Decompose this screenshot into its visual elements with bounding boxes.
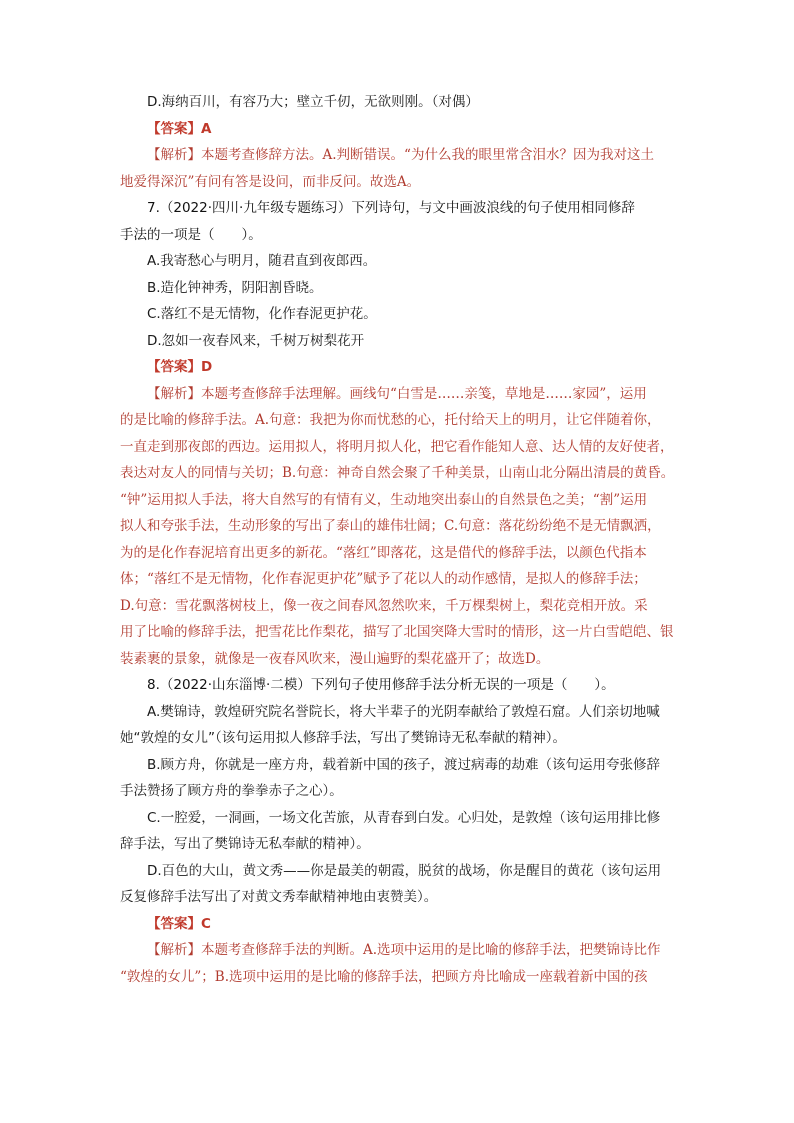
text-line: C.落红不是无情物，化作春泥更护花。 — [147, 306, 377, 322]
text-line: 装素裹的景象，就像是一夜春风吹来，漫山遍野的梨花盛开了；故选D。 — [120, 650, 550, 667]
text-line: A.我寄愁心与明月，随君直到夜郎西。 — [147, 253, 377, 269]
text-line: 体；“落红不是无情物，化作春泥更护花”赋予了花以人的动作感情，是拟人的修辞手法； — [120, 571, 647, 587]
text-line: 的是比喻的修辞手法。A.句意：我把为你而忧愁的心，托付给天上的明月，让它伴随着你， — [120, 412, 661, 428]
text-line: 【解析】本题考查修辞手法的判断。A.选项中运用的是比喻的修辞手法，把樊锦诗比作 — [147, 942, 661, 958]
text-line: 地爱得深沉”有问有答是设问，而非反问。故选A。 — [120, 173, 421, 190]
text-line: D.句意：雪花飘落树枝上，像一夜之间春风忽然吹来，千万棵梨树上，梨花竞相开放。采 — [120, 597, 648, 614]
text-line: 表达对友人的同情与关切；B.句意：神奇自然会聚了千种美景，山南山北分隔出清晨的黄昏。 — [120, 465, 675, 481]
text-line: 7.（2022·四川·九年级专题练习）下列诗句，与文中画波浪线的句子使用相同修辞 — [147, 200, 635, 216]
text-line: 用了比喻的修辞手法，把雪花比作梨花，描写了北国突降大雪时的情形，这一片白雪皑皑、银 — [120, 624, 674, 640]
text-line: 【解析】本题考查修辞方法。A.判断错误。“为什么我的眼里常含泪水？因为我对这土 — [147, 147, 654, 163]
text-line: D.忽如一夜春风来，千树万树梨花开 — [147, 332, 365, 349]
text-line: B.造化钟神秀，阴阳割昏晓。 — [147, 279, 323, 296]
text-line: B.顾方舟，你就是一座方舟，载着新中国的孩子，渡过病毒的劫难（该句运用夸张修辞 — [147, 756, 661, 773]
text-line: D.百色的大山，黄文秀——你是最美的朝霞，脱贫的战场，你是醒目的黄花（该句运用 — [147, 862, 662, 879]
text-line: A.樊锦诗，敦煌研究院名誉院长，将大半辈子的光阴奉献给了敦煌石窟。人们亲切地喊 — [147, 703, 660, 720]
text-line: 【解析】本题考查修辞手法理解。画线句“白雪是……亲笺，草地是……家园”，运用 — [147, 385, 647, 402]
text-line: 一直走到那夜郎的西边。运用拟人，将明月拟人化，把它看作能知人意、达人情的友好使者， — [120, 438, 674, 455]
text-line: 【答案】D — [147, 359, 213, 375]
text-line: D.海纳百川，有容乃大；壁立千仞，无欲则刚。（对偶） — [147, 94, 479, 110]
text-line: 拟人和夸张手法，生动形象的写出了泰山的雄伟壮阔；C.句意：落花纷纷绝不是无情飘洒， — [120, 518, 661, 534]
text-line: 手法的一项是（ ）。 — [120, 226, 262, 243]
text-line: 辞手法，写出了樊锦诗无私奉献的精神）。 — [120, 836, 370, 852]
document-body — [120, 89, 680, 990]
text-line: 她“敦煌的女儿”（该句运用拟人修辞手法，写出了樊锦诗无私奉献的精神）。 — [120, 730, 566, 746]
text-line: 8.（2022·山东淄博·二模）下列句子使用修辞手法分析无误的一项是（ ）。 — [147, 677, 615, 693]
text-line: 手法赞扬了顾方舟的拳拳赤子之心）。 — [120, 783, 343, 799]
text-line: “钟”运用拟人手法，将大自然写的有情有义，生动地突出泰山的自然景色之美；“割”运用 — [120, 491, 648, 508]
text-line: C.一腔爱，一洞画，一场文化苦旅，从青春到白发。心归处，是敦煌（该句运用排比修 — [147, 809, 661, 826]
text-line: 【答案】A — [147, 120, 212, 137]
text-line: 反复修辞手法写出了对黄文秀奉献精神地由衷赞美）。 — [120, 889, 438, 905]
text-line: “敦煌的女儿”；B.选项中运用的是比喻的修辞手法，把顾方舟比喻成一座载着新中国的孩 — [120, 968, 648, 985]
text-line: 【答案】C — [147, 915, 211, 932]
text-line: 为的是化作春泥培育出更多的新花。“落红”即落花，这是借代的修辞手法，以颜色代指本 — [120, 544, 647, 561]
